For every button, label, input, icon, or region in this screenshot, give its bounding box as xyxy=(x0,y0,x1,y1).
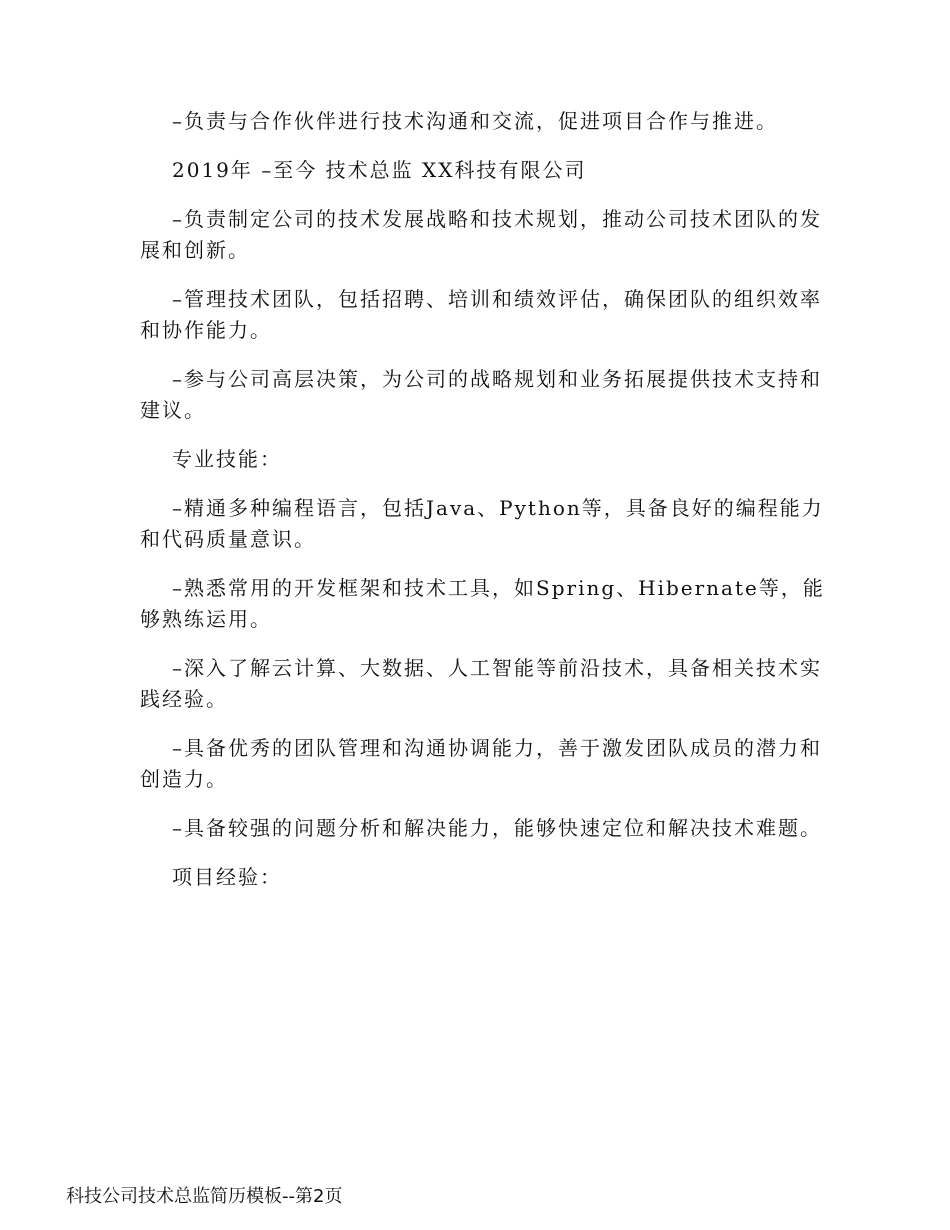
paragraph-team-leadership: –具备优秀的团队管理和沟通协调能力，善于激发团队成员的潜力和创造力。 xyxy=(140,736,822,791)
paragraph-problem-solving: –具备较强的问题分析和解决能力，能够快速定位和解决技术难题。 xyxy=(172,816,822,840)
paragraph-team-management: –管理技术团队，包括招聘、培训和绩效评估，确保团队的组织效率和协作能力。 xyxy=(140,287,822,342)
paragraph-decision-making: –参与公司高层决策，为公司的战略规划和业务拓展提供技术支持和建议。 xyxy=(140,367,822,422)
paragraph-frameworks: –熟悉常用的开发框架和技术工具，如Spring、Hibernate等，能够熟练运用。 xyxy=(140,576,825,631)
document-body xyxy=(140,106,830,911)
page-footer: 科技公司技术总监简历模板--第2页 xyxy=(66,1186,343,1207)
paragraph-job-title-line: 2019年 –至今 技术总监 XX科技有限公司 xyxy=(172,158,587,182)
section-heading-skills: 专业技能： xyxy=(172,447,282,471)
paragraph-partner-communication: –负责与合作伙伴进行技术沟通和交流，促进项目合作与推进。 xyxy=(172,109,778,133)
paragraph-frontier-tech: –深入了解云计算、大数据、人工智能等前沿技术，具备相关技术实践经验。 xyxy=(140,656,822,711)
paragraph-strategy: –负责制定公司的技术发展战略和技术规划，推动公司技术团队的发展和创新。 xyxy=(140,207,822,262)
paragraph-programming-languages: –精通多种编程语言，包括Java、Python等，具备良好的编程能力和代码质量意识。 xyxy=(140,496,824,551)
section-heading-projects: 项目经验： xyxy=(172,865,282,889)
